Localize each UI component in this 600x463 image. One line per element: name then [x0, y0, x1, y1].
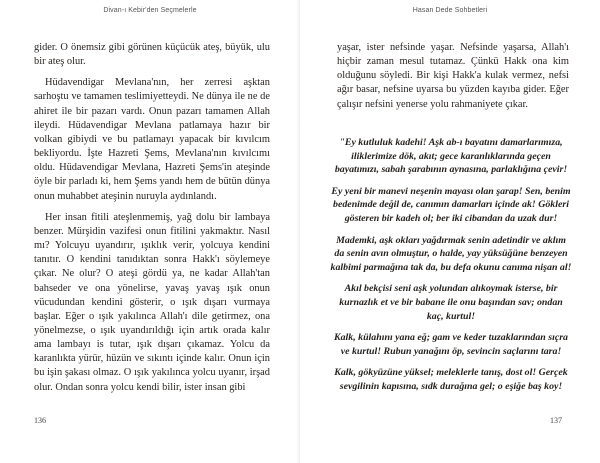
right-page-number: 137 [550, 416, 562, 425]
left-paragraph-3: Her insan fitili ateşlenmemiş, yağ dolu bir lambaya benzer. Mürşidin vazifesi onun fitilini yakmaktır. Nasıl mı? Yolcuyu uyandırır, ışıklık verir, yolcuya kendini tanıtır. O kendini tanıdıktan sonra Hakk'ı söylemeye çıkar. Ne olur? O ateşi gördü ya, ne kadar Allah'tan bahseder ve ona yönelirse, yavaş yavaş ışık onun vücudundan kendini gösterir, o ışık dışarı vurmaya başlar. Eğer o ışık yakılınca Allah'ı dile getirmez, ona yönelmezse, o ışık uyandırıldığı için artık orada kalır ama lambayı is tutar, ışık dışarı çıkamaz. Yolcu da karanlıkta yürür, hüzün ve sıkıntı içinde kalır. Onun için bu işin şakası olmaz. O ışık yakılınca yolcu uyanır, irşad olur. Ondan sonra yolcu kendi bilir, ister insan gibi [34, 211, 270, 393]
poem-stanza: Mademki, aşk okları yağdırmak senin adetindir ve aklım da senin avın olmuştur, o halde, yay yüksüğüne benzeyen kalbimi parmağına tak da, bu defa okunu canıma nişan al! [330, 234, 572, 273]
left-page-number: 136 [34, 416, 46, 425]
left-text-block [34, 41, 270, 395]
right-paragraph: yaşar, ister nefsinde yaşar. Nefsinde yaşarsa, Allah'ı hiçbir zaman mesul tutamaz. Çünkü Hakk ona kim olduğunu söyledi. Bir kişi Hakk'a kulak vermez, nefsi ağır basar, nefsine uyarsa bu yüzden kayıba gider. Eğer çalışır nefsini yenerse yolu rahmaniyete çıkar. [337, 42, 569, 110]
poem-stanza: "Ey kutluluk kadehi! Aşk ab-ı bayatını damarlarımıza, iliklerimize dök, akıt; gece karanlıklarında geçen bayatımızı, sabah şarabının aynasına, parlaklığına çevir! [334, 137, 568, 176]
poem-stanza: Ey yeni bir manevi neşenin mayası olan şarap! Sen, benim bedenimde değil de, canımın damarları içinde ak! Gökleri gösteren bir kadeh ol; ber iki cibandan da uzak dur! [331, 185, 571, 224]
left-paragraph-1: gider. O önemsiz gibi görünen küçücük ateş, büyük, ulu bir ateş olur. [34, 42, 270, 68]
left-running-head: Divan-ı Kebir'den Seçmelerle [103, 7, 197, 14]
right-running-head: Hasan Dede Sohbetleri [412, 7, 488, 14]
poem-stanza: Akıl bekçisi seni aşk yolundan alıkoymak isterse, bir kurnazlık et ve bir babane ile onu başından sav; ondan kaç, kurtul! [339, 283, 563, 322]
poem-stanza: Kalk, gökyüzüne yüksel; meleklerle tanış, dost ol! Gerçek sevgilinin kapısına, sıdk durağına gel; o eşiğe baş koy! [334, 367, 568, 392]
poem-stanza: Kalk, külahını yana eğ; gam ve keder tuzaklarından sıçra ve kurtul! Rubun yanağını öp, sevincin saçlarını tara! [333, 332, 568, 357]
right-text-block [337, 41, 569, 112]
right-page [300, 0, 600, 463]
left-paragraph-2: Hüdavendigar Mevlana'nın, her zerresi aşktan sarhoştu ve tamamen teslimiyetteydi. Ne dünya ile ne de ahiret ile bir pazarı vardı. Onun pazarı tamamen Allah ileydi. Hüdavendigar Mevlana patlamaya hazır bir volkan gibiydi ve bu patlamayı yapacak bir kıvılcım bekliyordu. İşte Hazreti Şems, Mevlana'nın kıvılcımı oldu. Hüdavendigar Mevlana, Hazreti Şems'in ateşinde öyle bir parladı ki, hem Şems yandı hem de bütün dünya onun muhabbet ateşinin nuruyla aydınlandı. [34, 77, 270, 202]
poem-block [330, 136, 572, 402]
